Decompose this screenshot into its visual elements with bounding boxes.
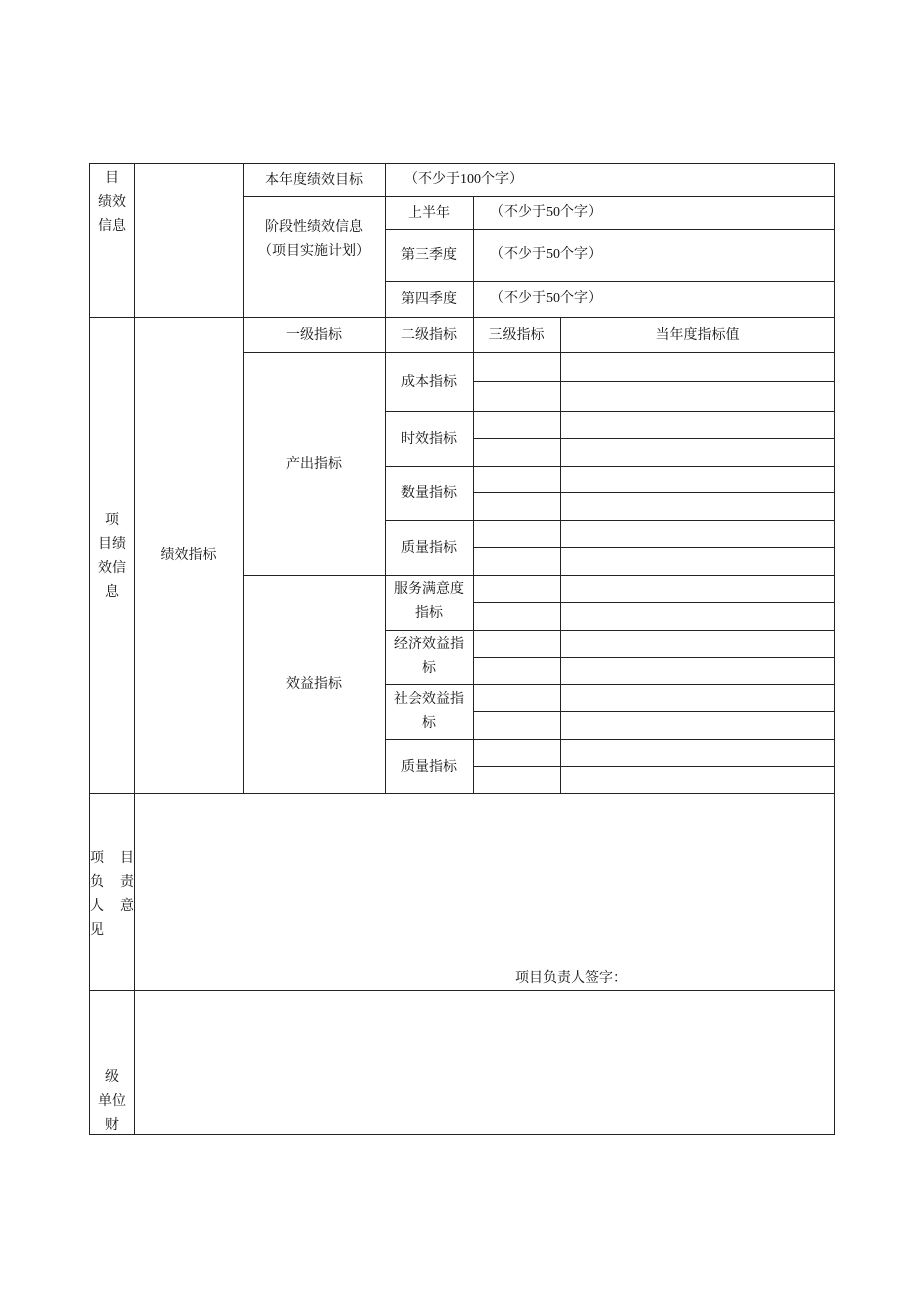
owner-label-char: 负 (90, 874, 104, 890)
phase-name: 第四季度 (401, 291, 457, 307)
output-item: 质量指标 (401, 540, 457, 556)
header-level2: 二级指标 (401, 327, 457, 343)
owner-label-char: 人 (90, 898, 104, 914)
owner-label-char: 项 (90, 850, 104, 866)
goal-label-line: 信息 (98, 218, 126, 234)
benefit-item-line: 标 (422, 660, 436, 676)
benefit-item-line: 指标 (415, 605, 443, 621)
owner-label-char: 见 (90, 922, 104, 938)
phase-label-line: 阶段性绩效信息 (265, 219, 363, 235)
indicators-label-line: 目绩 (98, 536, 126, 552)
output-item: 成本指标 (401, 374, 457, 390)
benefit-item (385, 632, 473, 680)
finance-section-label (89, 1065, 135, 1137)
indicators-label-line: 项 (105, 512, 119, 528)
goal-label-line: 绩效 (98, 194, 126, 210)
benefit-item (385, 687, 473, 735)
owner-label-char: 目 (120, 850, 134, 866)
phase-label (243, 215, 385, 263)
phase-hint[interactable]: （不少于50个字） (490, 247, 602, 262)
owner-signature-label[interactable]: 项目负责人签字： (515, 971, 627, 986)
header-level1: 一级指标 (286, 327, 342, 343)
goal-label-line: 目 (105, 170, 119, 186)
output-item: 数量指标 (401, 485, 457, 501)
owner-label-char: 意 (120, 898, 134, 914)
phase-name: 上半年 (408, 205, 450, 221)
performance-indicators-label: 绩效指标 (160, 547, 217, 563)
benefit-item-line: 经济效益指 (394, 636, 464, 652)
benefit-item-line: 社会效益指 (394, 691, 464, 707)
benefit-item (385, 577, 473, 625)
annual-target-label: 本年度绩效目标 (265, 172, 363, 188)
goal-section-label (89, 166, 135, 238)
phase-name: 第三季度 (401, 247, 457, 263)
owner-section-label (90, 846, 134, 942)
header-level3: 三级指标 (488, 327, 545, 343)
phase-hint[interactable]: （不少于50个字） (490, 291, 602, 306)
output-item: 时效指标 (401, 431, 457, 447)
finance-label-line: 单位 (98, 1093, 126, 1109)
phase-hint[interactable]: （不少于50个字） (490, 205, 602, 220)
owner-label-char: 责 (120, 874, 134, 890)
annual-target-hint[interactable]: （不少于100个字） (404, 172, 523, 187)
indicators-label-line: 息 (105, 584, 119, 600)
indicators-section-label (89, 508, 135, 604)
header-value: 当年度指标值 (655, 327, 740, 343)
finance-label-line: 级 (105, 1069, 119, 1085)
finance-label-line: 财 (105, 1117, 119, 1133)
benefit-item-line: 服务满意度 (394, 581, 464, 597)
benefit-item-line: 标 (422, 715, 436, 731)
benefit-item: 质量指标 (401, 759, 457, 775)
benefit-group-label: 效益指标 (286, 676, 342, 692)
phase-label-line: （项目实施计划） (258, 243, 370, 259)
indicators-label-line: 效信 (98, 560, 126, 576)
output-group-label: 产出指标 (286, 456, 342, 472)
